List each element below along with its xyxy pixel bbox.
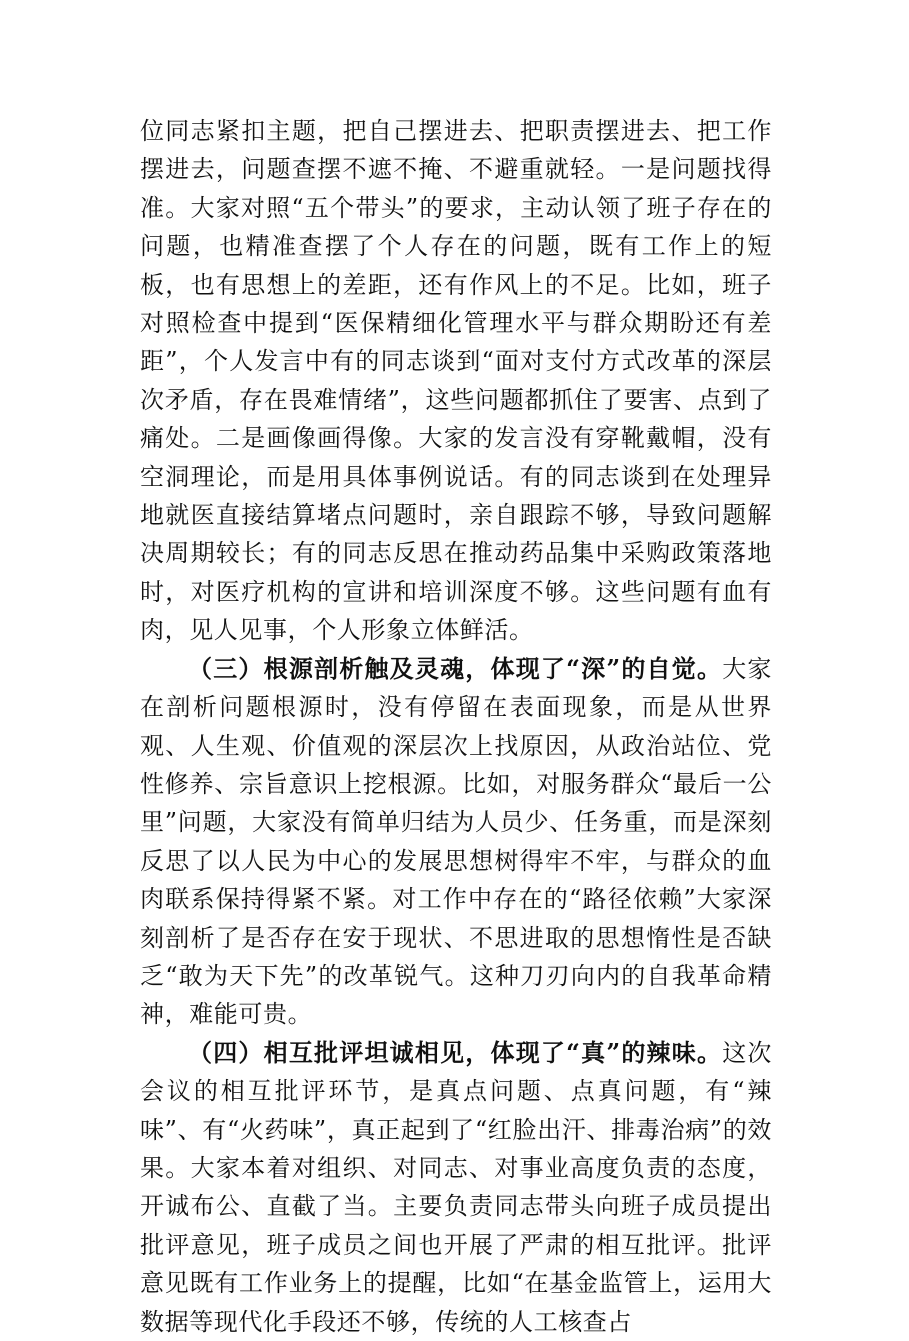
section-heading-four: （四）相互批评坦诚相见，体现了“真”的辣味。: [188, 1037, 723, 1067]
paragraph-section-three: [140, 650, 772, 1034]
section-heading-three: （三）根源剖析触及灵魂，体现了“深”的自觉。: [188, 653, 723, 683]
paragraph-section-four: [140, 1034, 772, 1341]
paragraph-body: 位同志紧扣主题，把自己摆进去、把职责摆进去、把工作摆进去，问题查摆不遮不掩、不避重就轻。一是问题找得准。大家对照“五个带头”的要求，主动认领了班子存在的问题，也精准查摆了个人存在的问题，既有工作上的短板，也有思想上的差距，还有作风上的不足。比如，班子对照检查中提到“医保精细化管理水平与群众期盼还有差距”，个人发言中有的同志谈到“面对支付方式改革的深层次矛盾，存在畏难情绪”，这些问题都抓住了要害、点到了痛处。二是画像画得像。大家的发言没有穿靴戴帽，没有空洞理论，而是用具体事例说话。有的同志谈到在处理异地就医直接结算堵点问题时，亲自跟踪不够，导致问题解决周期较长；有的同志反思在推动药品集中采购政策落地时，对医疗机构的宣讲和培训深度不够。这些问题有血有肉，见人见事，个人形象立体鲜活。: [140, 117, 772, 645]
paragraph-body: 这次会议的相互批评环节，是真点问题、点真问题，有“辣味”、有“火药味”，真正起到了“红脸出汗、排毒治病”的效果。大家本着对组织、对同志、对事业高度负责的态度，开诚布公、直截了当。主要负责同志带头向班子成员提出批评意见，班子成员之间也开展了严肃的相互批评。批评意见既有工作业务上的提醒，比如“在基金监管上，运用大数据等现代化手段还不够，传统的人工核查占: [140, 1038, 772, 1336]
paragraph-body: 大家在剖析问题根源时，没有停留在表面现象，而是从世界观、人生观、价值观的深层次上找原因，从政治站位、党性修养、宗旨意识上挖根源。比如，对服务群众“最后一公里”问题，大家没有简单归结为人员少、任务重，而是深刻反思了以人民为中心的发展思想树得牢不牢，与群众的血肉联系保持得紧不紧。对工作中存在的“路径依赖”大家深刻剖析了是否存在安于现状、不思进取的思想惰性是否缺乏“敢为天下先”的改革锐气。这种刀刃向内的自我革命精神，难能可贵。: [140, 654, 772, 1029]
paragraph-continuation: [140, 112, 772, 650]
document-body: [140, 112, 772, 1341]
